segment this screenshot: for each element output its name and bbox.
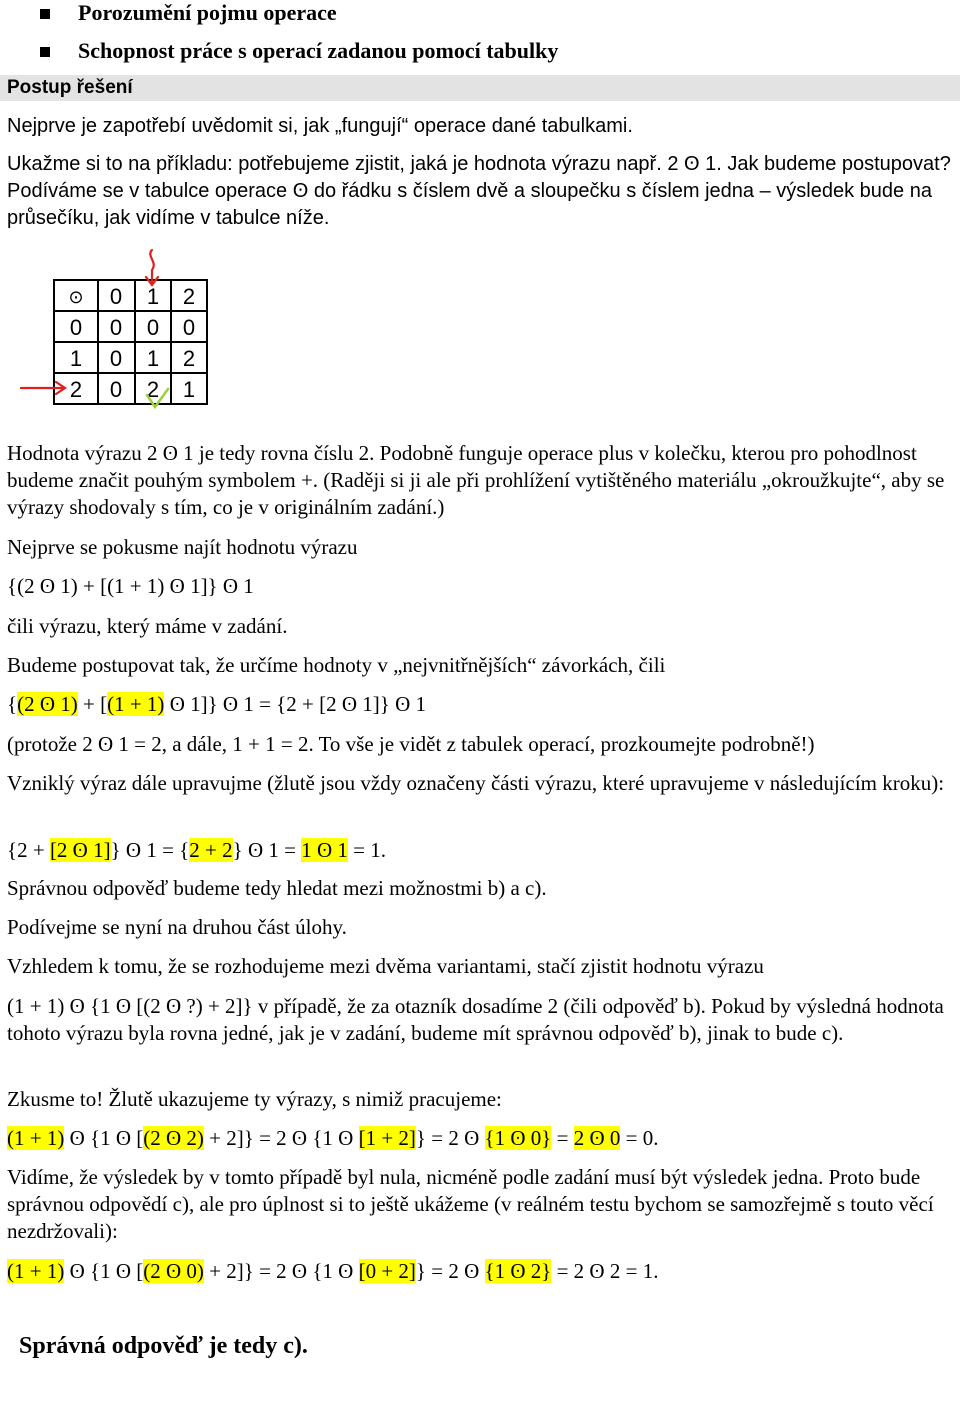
highlight: {1 ʘ 0} [484,1126,552,1150]
highlight: (2 ʘ 1) [17,692,78,716]
paragraph-innermost: Budeme postupovat tak, že určíme hodnoty v „nejvnitřnějších“ závorkách, čili [7,653,666,677]
paragraph-substitute: (1 + 1) ʘ {1 ʘ [(2 ʘ ?) + 2]} v případě, že za otazník dosadíme 2 (čili odpověď b). Pokud by výsledná hodnota tohoto výrazu byla rovna jedné, jak je v zadání, budeme mít správnou odpověď b), jinak to bude c). [7,994,944,1045]
highlight: 2 + 2 [189,838,233,862]
bullet-square-icon [40,47,50,57]
expr-part: ʘ 1]} ʘ 1 = {2 + [2 ʘ 1]} ʘ 1 [164,692,427,716]
expr-part: { [7,692,18,716]
table-cell: 0 [146,315,160,340]
highlight: [2 ʘ 1] [49,838,111,862]
table-cell: 1 [182,377,196,402]
highlight: (1 + 1) [107,692,165,716]
expr-part: + 2]} = 2 ʘ {1 ʘ [203,1259,359,1283]
goals-list [40,0,558,76]
bullet-square-icon [40,9,50,19]
expr-part: ʘ {1 ʘ [ [64,1259,144,1283]
paragraph-find-value: Nejprve se pokusme najít hodnotu výrazu [7,535,358,559]
header-cell: 2 [182,284,196,309]
operator-symbol: ⊙ [68,287,84,307]
expression-original: {(2 ʘ 1) + [(1 + 1) ʘ 1]} ʘ 1 [7,574,254,598]
header-cell: 1 [146,284,160,309]
table-cell: 0 [182,315,196,340]
goal-item [40,38,558,76]
expr-part: } = 2 ʘ [415,1126,485,1150]
table-cell: 1 [146,346,160,371]
highlight: (2 ʘ 2) [143,1126,204,1150]
table-cell: 1 [69,346,83,371]
table-cell: 0 [69,315,83,340]
expr-part: + 2]} = 2 ʘ {1 ʘ [203,1126,359,1150]
operation-table [18,248,218,410]
paragraph-second-part: Podívejme se nyní na druhou část úlohy. [7,915,347,939]
intro-paragraph: Ukažme si to na příkladu: potřebujeme zjistit, jaká je hodnota výrazu např. 2 ʘ 1. Jak budeme postupovat? Podíváme se v tabulce operace ʘ do řádku s číslem dvě a sloupečku s číslem jedna – výsledek bude na průsečíku, jak vidíme v tabulce níže. [7,153,951,229]
expr-part: ʘ {1 ʘ [ [64,1126,144,1150]
expr-part: } = 2 ʘ [415,1259,485,1283]
final-answer: Správná odpověď je tedy c). [19,1333,308,1359]
table-cell: 0 [109,346,123,371]
paragraph-assignment: čili výrazu, který máme v zadání. [7,614,288,638]
table-cell: 0 [109,315,123,340]
highlight: (1 + 1) [7,1259,65,1283]
expr-part: = 1. [347,838,386,862]
goal-item [40,0,558,38]
expr-part: + [ [77,692,108,716]
paragraph-conclusion: Vidíme, že výsledek by v tomto případě byl nula, nicméně podle zadání musí být výsledek jedna. Proto bude správnou odpovědí c), ale pro úplnost si to ještě ukážeme (v reálném testu bychom se samozřejmě s touto věcí nezdržovali): [7,1165,934,1243]
table-cell: 2 [182,346,196,371]
highlight: {1 ʘ 2} [484,1259,552,1283]
header-cell: 0 [109,284,123,309]
expr-part: = [551,1126,574,1150]
section-heading: Postup řešení [0,75,960,101]
expression-step-2 [7,837,952,864]
expr-part: = 2 ʘ 2 = 1. [551,1259,659,1283]
table-cell: 0 [109,377,123,402]
highlight: [0 + 2] [358,1259,416,1283]
expr-part: = 0. [620,1126,659,1150]
table-cell: 2 [69,377,83,402]
paragraph-variants: Vzhledem k tomu, že se rozhodujeme mezi dvěma variantami, stačí zjistit hodnotu výrazu [7,954,764,978]
highlight: [1 + 2] [358,1126,416,1150]
goal-text: Schopnost práce s operací zadanou pomocí tabulky [78,38,559,63]
paragraph-try: Zkusme to! Žlutě ukazujeme ty výrazy, s nimiž pracujeme: [7,1087,502,1111]
expr-part: } ʘ 1 = { [110,838,190,862]
table-cell: 2 [146,377,160,402]
right-arrow-icon [21,382,65,394]
highlight: (2 ʘ 0) [143,1259,204,1283]
paragraph-because: (protože 2 ʘ 1 = 2, a dále, 1 + 1 = 2. To vše je vidět z tabulek operací, prozkoumejte podrobně!) [7,732,815,756]
down-arrow-icon [146,250,158,285]
expr-part: {2 + [7,838,50,862]
paragraph-continue: Vzniklý výraz dále upravujme (žlutě jsou vždy označeny části výrazu, které upravujeme v následujícím kroku): [7,771,945,795]
expression-variant-c [7,1258,952,1285]
highlight: 1 ʘ 1 [301,838,348,862]
intro-line-1: Nejprve je zapotřebí uvědomit si, jak „fungují“ operace dané tabulkami. [7,115,633,137]
paragraph-explanation: Hodnota výrazu 2 ʘ 1 je tedy rovna číslu 2. Podobně funguje operace plus v kolečku, kterou pro pohodlnost budeme značit pouhým symbolem +. (Raději si ji ale při prohlížení vytištěného materiálu „okroužkujte“, aby se výrazy shodovaly s tím, co je v originálním zadání.) [7,441,945,519]
goal-text: Porozumění pojmu operace [78,0,337,25]
paragraph-options: Správnou odpověď budeme tedy hledat mezi možnostmi b) a c). [7,876,547,900]
expression-variant-b [7,1125,952,1152]
highlight: 2 ʘ 0 [573,1126,621,1150]
expr-part: } ʘ 1 = [232,838,302,862]
expression-step-1 [7,691,952,718]
highlight: (1 + 1) [7,1126,65,1150]
